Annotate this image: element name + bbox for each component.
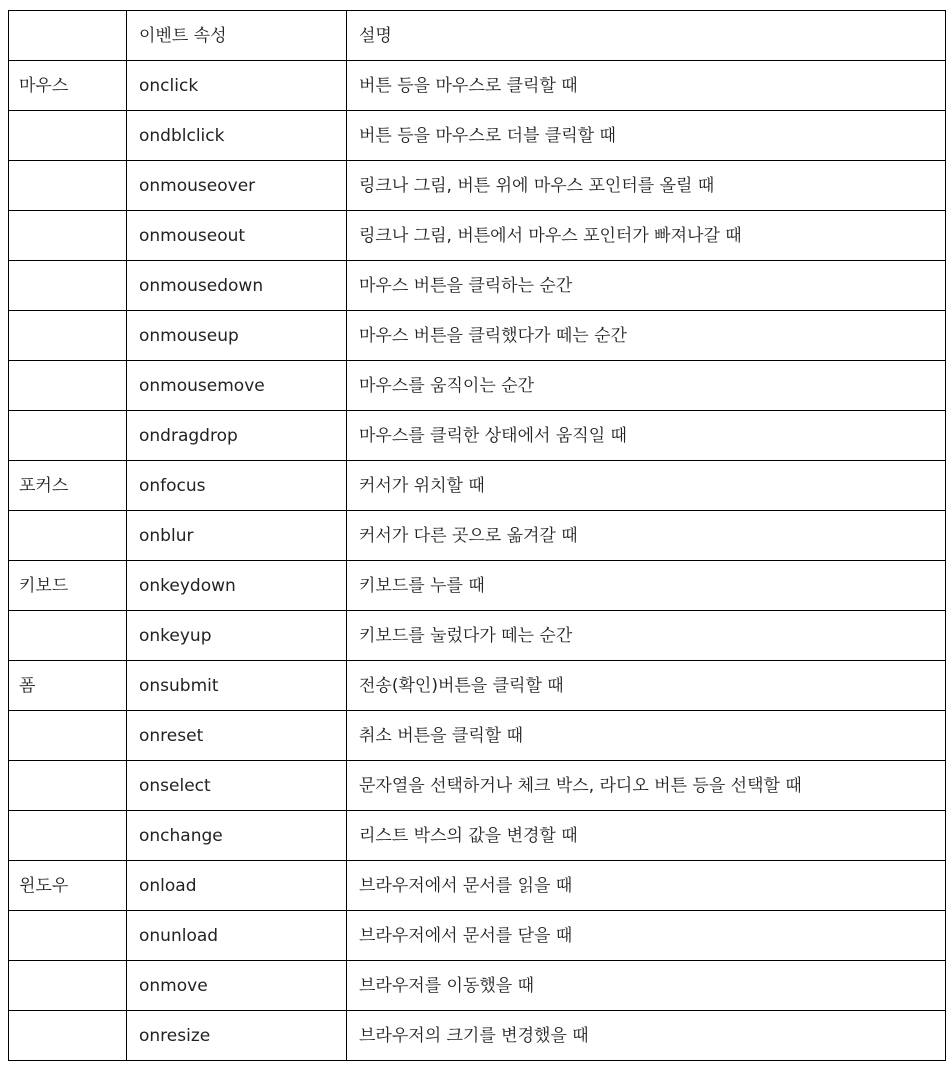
category-cell [9,411,127,461]
table-row [9,611,946,661]
attribute-cell: onblur [127,511,347,561]
description-cell: 마우스를 움직이는 순간 [347,361,946,411]
attribute-cell: onmousemove [127,361,347,411]
table-body [9,11,946,1061]
table-row [9,111,946,161]
category-cell [9,161,127,211]
category-cell [9,611,127,661]
table-row [9,61,946,111]
header-category-cell [9,11,127,61]
table-row [9,961,946,1011]
category-cell [9,211,127,261]
attribute-cell: onchange [127,811,347,861]
table-row [9,461,946,511]
table-row [9,861,946,911]
description-cell: 키보드를 눌렀다가 떼는 순간 [347,611,946,661]
category-cell [9,511,127,561]
attribute-cell: onresize [127,1011,347,1061]
table-row [9,1011,946,1061]
attribute-cell: onfocus [127,461,347,511]
table-row [9,761,946,811]
table-row [9,261,946,311]
attribute-cell: ondragdrop [127,411,347,461]
attribute-cell: onclick [127,61,347,111]
attribute-cell: onselect [127,761,347,811]
description-cell: 브라우저에서 문서를 읽을 때 [347,861,946,911]
description-cell: 취소 버튼을 클릭할 때 [347,711,946,761]
table-row [9,211,946,261]
description-cell: 마우스 버튼을 클릭했다가 떼는 순간 [347,311,946,361]
attribute-cell: onkeydown [127,561,347,611]
category-cell [9,361,127,411]
table-row [9,311,946,361]
attribute-cell: onsubmit [127,661,347,711]
attribute-cell: onmousedown [127,261,347,311]
attribute-cell: onkeyup [127,611,347,661]
category-cell [9,711,127,761]
header-row [9,11,946,61]
category-cell [9,911,127,961]
attribute-cell: onmouseout [127,211,347,261]
description-cell: 키보드를 누를 때 [347,561,946,611]
table-row [9,161,946,211]
attribute-cell: onreset [127,711,347,761]
category-cell [9,311,127,361]
table-row [9,361,946,411]
description-cell: 버튼 등을 마우스로 더블 클릭할 때 [347,111,946,161]
table-row [9,711,946,761]
category-cell [9,761,127,811]
table-row [9,411,946,461]
category-cell: 폼 [9,661,127,711]
category-cell [9,261,127,311]
description-cell: 버튼 등을 마우스로 클릭할 때 [347,61,946,111]
category-cell [9,111,127,161]
category-cell: 마우스 [9,61,127,111]
table-row [9,561,946,611]
attribute-cell: onunload [127,911,347,961]
category-cell: 키보드 [9,561,127,611]
description-cell: 브라우저의 크기를 변경했을 때 [347,1011,946,1061]
attribute-cell: onmove [127,961,347,1011]
description-cell: 브라우저에서 문서를 닫을 때 [347,911,946,961]
category-cell: 윈도우 [9,861,127,911]
category-cell [9,961,127,1011]
table-row [9,661,946,711]
description-cell: 마우스를 클릭한 상태에서 움직일 때 [347,411,946,461]
description-cell: 문자열을 선택하거나 체크 박스, 라디오 버튼 등을 선택할 때 [347,761,946,811]
attribute-cell: onmouseover [127,161,347,211]
description-cell: 링크나 그림, 버튼에서 마우스 포인터가 빠져나갈 때 [347,211,946,261]
event-attributes-table [8,10,946,1061]
description-cell: 리스트 박스의 값을 변경할 때 [347,811,946,861]
description-cell: 브라우저를 이동했을 때 [347,961,946,1011]
table-row [9,511,946,561]
attribute-cell: ondblclick [127,111,347,161]
table-row [9,811,946,861]
description-cell: 커서가 위치할 때 [347,461,946,511]
description-cell: 전송(확인)버튼을 클릭할 때 [347,661,946,711]
header-description-cell: 설명 [347,11,946,61]
header-attribute-cell: 이벤트 속성 [127,11,347,61]
table-row [9,911,946,961]
attribute-cell: onmouseup [127,311,347,361]
description-cell: 커서가 다른 곳으로 옮겨갈 때 [347,511,946,561]
category-cell: 포커스 [9,461,127,511]
attribute-cell: onload [127,861,347,911]
description-cell: 마우스 버튼을 클릭하는 순간 [347,261,946,311]
description-cell: 링크나 그림, 버튼 위에 마우스 포인터를 올릴 때 [347,161,946,211]
category-cell [9,1011,127,1061]
category-cell [9,811,127,861]
